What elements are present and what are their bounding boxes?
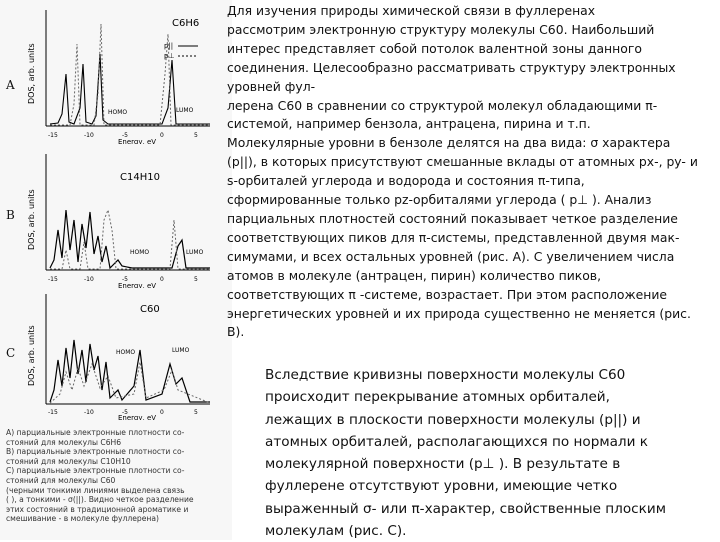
caption-line: (черными тонкими линиями выделена связь [6, 485, 185, 495]
body-line: парциальных плотностей состояний показывает четкое разделение [227, 210, 678, 226]
caption-line: ( ), а тонкими - σ(||). Видно четкое разделение [6, 495, 194, 505]
panel-a-lumo: LUMO [176, 107, 194, 114]
body-line: системой, например бензола, антрацена, пирина и т.п. [227, 116, 591, 132]
panel-c-curve-2 [50, 362, 210, 403]
panel-c [22, 290, 222, 420]
panel-b-lumo: LUMO [186, 249, 204, 256]
body-line: (р||), в которых присутствуют смешанные вклады от атомных px-, py- и [227, 154, 698, 170]
svg-text:0: 0 [160, 132, 164, 139]
panel-b-curve-1 [50, 210, 210, 268]
panel-b-homo: HOMO [130, 249, 150, 256]
lower-line: атомных орбиталей, располагающихся по нормали к [265, 433, 648, 450]
body-line: лерена С60 в сравнении со структурой молекул обладающими π- [227, 97, 658, 113]
lower-line: выраженный σ- или π-характер, свойственные плоским [265, 500, 666, 517]
dos-figure [0, 0, 232, 540]
body-line: s-орбиталей углерода и водорода и состояния π-типа, [227, 173, 585, 189]
panel-b-curve-2 [50, 210, 210, 269]
panel-a [22, 4, 222, 144]
panel-a-letter: A [6, 78, 15, 92]
body-line: сформированные только pz-орбиталями углерода ( р⊥ ). Анализ [227, 192, 652, 208]
panel-a-ylabel: DOS, arb. units [27, 43, 36, 104]
lower-line: молекулярной поверхности (р⊥ ). В результате в [265, 456, 621, 473]
panel-b-plot [22, 150, 222, 288]
body-line: симумами, и всех остальных уровней (рис. А). С увеличением числа [227, 248, 675, 264]
panel-c-plot [22, 290, 222, 420]
svg-text:-5: -5 [122, 276, 128, 283]
lower-line: происходит перекрывание атомных орбиталей, [265, 389, 610, 406]
body-line: уровней фул- [227, 78, 316, 94]
svg-text:5: 5 [194, 276, 198, 283]
body-line: В). [227, 324, 245, 340]
lower-line: молекулам (рис. С). [265, 523, 407, 540]
caption-line: стояний для молекулы C60 [6, 475, 116, 485]
body-line: рассмотрим электронную структуру молекулы С60. Наибольший [227, 21, 655, 37]
panel-a-homo: HOMO [108, 109, 128, 116]
panel-a-legend-1: p|| [164, 42, 174, 50]
panel-a-plot [22, 4, 222, 144]
lower-line: лежащих в плоскости поверхности молекулы (р||) и [265, 411, 641, 428]
svg-text:-15: -15 [48, 409, 58, 416]
body-line: соответствующих π -системе, возрастает. При этом расположение [227, 286, 668, 302]
svg-text:5: 5 [194, 409, 198, 416]
svg-text:-15: -15 [48, 276, 58, 283]
panel-c-molecule: C60 [140, 304, 160, 315]
panel-b-ylabel: DOS, arb. units [27, 189, 36, 250]
body-line: атомов в молекуле (антрацен, пирин) количество пиков, [227, 267, 602, 283]
svg-text:-5: -5 [122, 132, 128, 139]
lower-line: фуллерене отсутствуют уровни, имеющие четко [265, 478, 618, 495]
caption-line: стояний для молекулы C10H10 [6, 456, 131, 466]
caption-line: A) парциальные электронные плотности со- [6, 428, 185, 437]
caption-line: B) парциальные электронные плотности со- [6, 447, 185, 457]
svg-text:-10: -10 [84, 276, 94, 283]
svg-text:-15: -15 [48, 132, 58, 139]
panel-c-lumo: LUMO [172, 347, 190, 354]
panel-c-ylabel: DOS, arb. units [27, 325, 36, 386]
panel-b-letter: B [6, 208, 15, 222]
body-line: интерес представляет собой потолок валентной зоны данного [227, 40, 642, 56]
panel-a-xlabel: Energy, eV [118, 138, 157, 144]
panel-a-molecule: C6H6 [172, 18, 200, 29]
panel-b-molecule: C14H10 [120, 172, 160, 183]
caption-line: C) парциальные электронные плотности со- [6, 466, 185, 476]
panel-b [22, 150, 222, 288]
panel-c-homo: HOMO [116, 349, 136, 356]
caption-line: стояний для молекулы C6H6 [6, 437, 122, 447]
panel-b-xlabel: Energy, eV [118, 282, 157, 288]
lower-line: Вследствие кривизны поверхности молекулы С60 [265, 367, 626, 383]
panel-c-xlabel: Energy, eV [118, 414, 157, 420]
svg-text:-10: -10 [84, 409, 94, 416]
svg-text:0: 0 [160, 409, 164, 416]
body-line: Для изучения природы химической связи в фуллеренах [227, 3, 596, 18]
caption-line: этих состояний в традиционной ароматике и [6, 504, 189, 514]
caption-line: смешивание - в молекуле фуллерена) [6, 514, 159, 524]
svg-text:0: 0 [160, 276, 164, 283]
svg-text:5: 5 [194, 132, 198, 139]
svg-text:-10: -10 [84, 132, 94, 139]
body-line: соответствующих пиков для π-системы, представленной двумя мак- [227, 229, 680, 245]
body-line: энергетических уровней и их природа существенно не меняется (рис. [227, 305, 691, 321]
body-line: Молекулярные уровни в бензоле делятся на два вида: σ характера [227, 135, 671, 151]
lower-paragraph [265, 364, 717, 542]
body-line: соединения. Целесообразно рассматривать структуру электронных [227, 59, 676, 75]
body-paragraph [227, 2, 715, 342]
panel-c-letter: C [6, 346, 16, 360]
svg-text:-5: -5 [122, 409, 128, 416]
panel-a-legend-2: p⊥ [164, 52, 175, 60]
figure-caption [6, 428, 228, 524]
